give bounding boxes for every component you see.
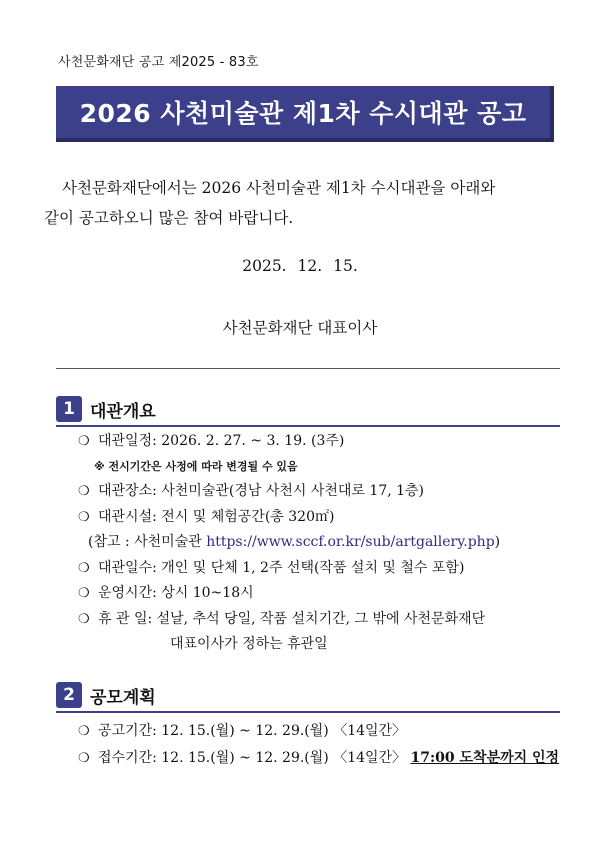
list-item-closed (78, 608, 485, 628)
intro-line-2: 같이 공고하오니 많은 참여 바랍니다. (44, 209, 294, 227)
bullet-icon: ❍ (78, 484, 90, 499)
venue-text: 대관장소: 사천미술관(경남 사천시 사천대로 17, 1층) (98, 483, 425, 499)
reference-label: (참고 : 사천미술관 (88, 534, 207, 550)
reference-line (88, 531, 500, 551)
days-text: 대관일수: 개인 및 단체 1, 2주 선택(작품 설치 및 철수 포함) (98, 560, 465, 576)
bullet-icon: ❍ (78, 510, 90, 525)
section-1-header (56, 396, 560, 426)
list-item-facility (78, 506, 334, 526)
period-note: ※ 전시기간은 사정에 따라 변경될 수 있음 (94, 460, 298, 473)
notice-date: 2025. 12. 15. (242, 257, 358, 275)
list-item-period (78, 430, 344, 450)
title-banner (56, 86, 554, 142)
issuing-organization: 사천문화재단 대표이사 (222, 319, 378, 337)
reference-close: ) (494, 534, 501, 550)
section-1-underline (56, 425, 560, 427)
list-item-hours (78, 582, 254, 602)
receipt-deadline: 17:00 도착분까지 인정 (410, 750, 560, 766)
period-text: 대관일정: 2026. 2. 27. ~ 3. 19. (3주) (98, 433, 345, 449)
divider (56, 368, 560, 369)
section-1-heading: 대관개요 (90, 402, 156, 422)
list-item-receipt-period (78, 747, 559, 767)
page-title: 2026 사천미술관 제1차 수시대관 공고 (79, 99, 527, 128)
bullet-icon: ❍ (78, 751, 90, 766)
section-2-underline (56, 711, 560, 713)
list-item-venue (78, 480, 424, 500)
bullet-icon: ❍ (78, 434, 90, 449)
closed-text-line-1: 휴 관 일: 설날, 추석 당일, 작품 설치기간, 그 밖에 사천문화재단 (98, 611, 486, 627)
receipt-period-text: 접수기간: 12. 15.(월) ~ 12. 29.(월) 〈14일간〉 (98, 750, 411, 766)
bullet-icon: ❍ (78, 586, 90, 601)
hours-text: 운영시간: 상시 10~18시 (98, 585, 254, 601)
facility-text: 대관시설: 전시 및 체험공간(총 320㎡) (98, 509, 335, 525)
reference-link[interactable]: https://www.sccf.or.kr/sub/artgallery.php (206, 534, 495, 550)
notice-period-text: 공고기간: 12. 15.(월) ~ 12. 29.(월) 〈14일간〉 (98, 723, 407, 739)
section-1-number-badge: 1 (56, 396, 82, 422)
section-2-header (56, 682, 560, 712)
section-2-number-badge: 2 (56, 682, 82, 708)
notice-number: 사천문화재단 공고 제2025 - 83호 (58, 55, 259, 70)
closed-text-line-2: 대표이사가 정하는 휴관일 (170, 636, 328, 652)
bullet-icon: ❍ (78, 561, 90, 576)
list-item-days (78, 557, 464, 577)
intro-paragraph (44, 173, 554, 233)
list-item-notice-period (78, 720, 406, 740)
bullet-icon: ❍ (78, 724, 90, 739)
intro-line-1: 사천문화재단에서는 2026 사천미술관 제1차 수시대관을 아래와 (62, 179, 496, 197)
bullet-icon: ❍ (78, 612, 90, 627)
section-2-heading: 공모계획 (90, 688, 156, 708)
